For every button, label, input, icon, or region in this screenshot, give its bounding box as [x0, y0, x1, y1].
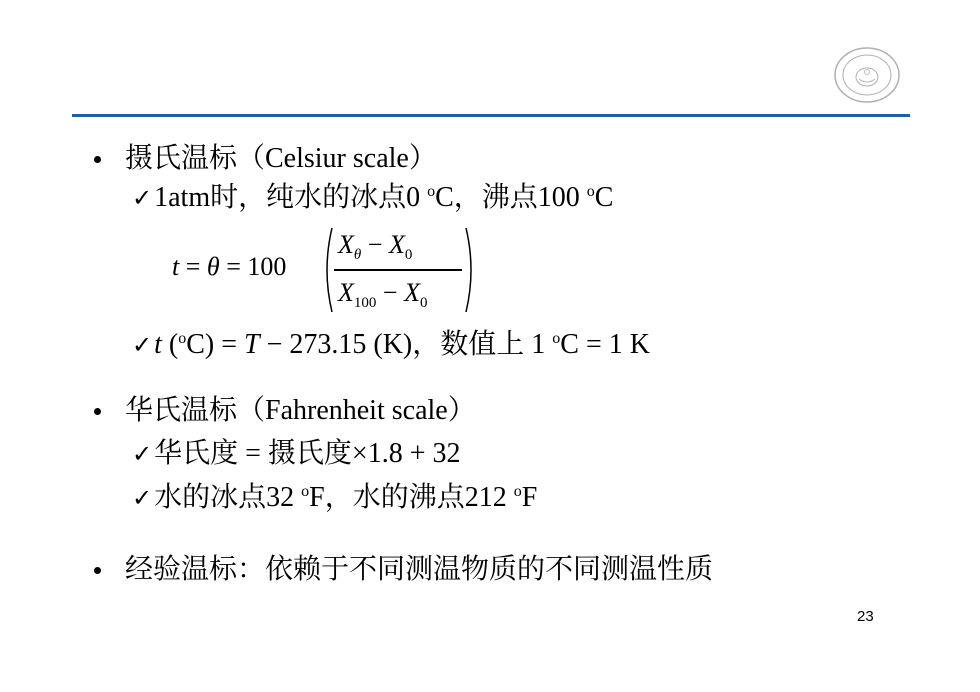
check-icon: ✓ — [132, 484, 153, 512]
bullet-dot — [94, 567, 101, 574]
bullet-empirical-scale: 经验温标：依赖于不同测温物质的不同测温性质 — [125, 554, 714, 585]
right-paren — [464, 226, 478, 314]
celsius-formula — [172, 224, 492, 320]
bullet-celsius-heading: 摄氏温标（Celsiur scale） — [125, 143, 437, 174]
formula-lhs: t = θ = 100 — [172, 252, 287, 281]
fahrenheit-item-freezing-boiling: ✓水的冰点32 $^o$F，水的沸点212 $^o$F — [132, 482, 538, 513]
bullet-dot — [94, 408, 101, 415]
left-paren — [320, 226, 334, 314]
fahrenheit-item-conversion: ✓华氏度 = 摄氏度×1.8 + 32 — [132, 438, 461, 469]
formula-numerator: $X_\theta - X_0$ — [338, 230, 413, 263]
celsius-item-kelvin-relation: ✓t ($^o$C) = T − 273.15 (K)，数值上 1 $^o$C = 1 K — [132, 329, 650, 360]
university-seal-logo — [832, 45, 902, 105]
bullet-dot — [94, 156, 101, 163]
bullet-fahrenheit-heading: 华氏温标（Fahrenheit scale） — [125, 395, 476, 426]
check-icon: ✓ — [132, 184, 153, 212]
header-rule — [72, 114, 910, 117]
check-icon: ✓ — [132, 440, 153, 468]
page-number: 23 — [857, 608, 874, 625]
formula-denominator: $X_{100} - X_0$ — [338, 278, 428, 311]
fraction-bar — [334, 269, 462, 271]
celsius-item-freezing-boiling: ✓1atm时，纯水的冰点0 $^o$C，沸点100 $^o$C — [132, 182, 614, 213]
check-icon: ✓ — [132, 331, 153, 359]
